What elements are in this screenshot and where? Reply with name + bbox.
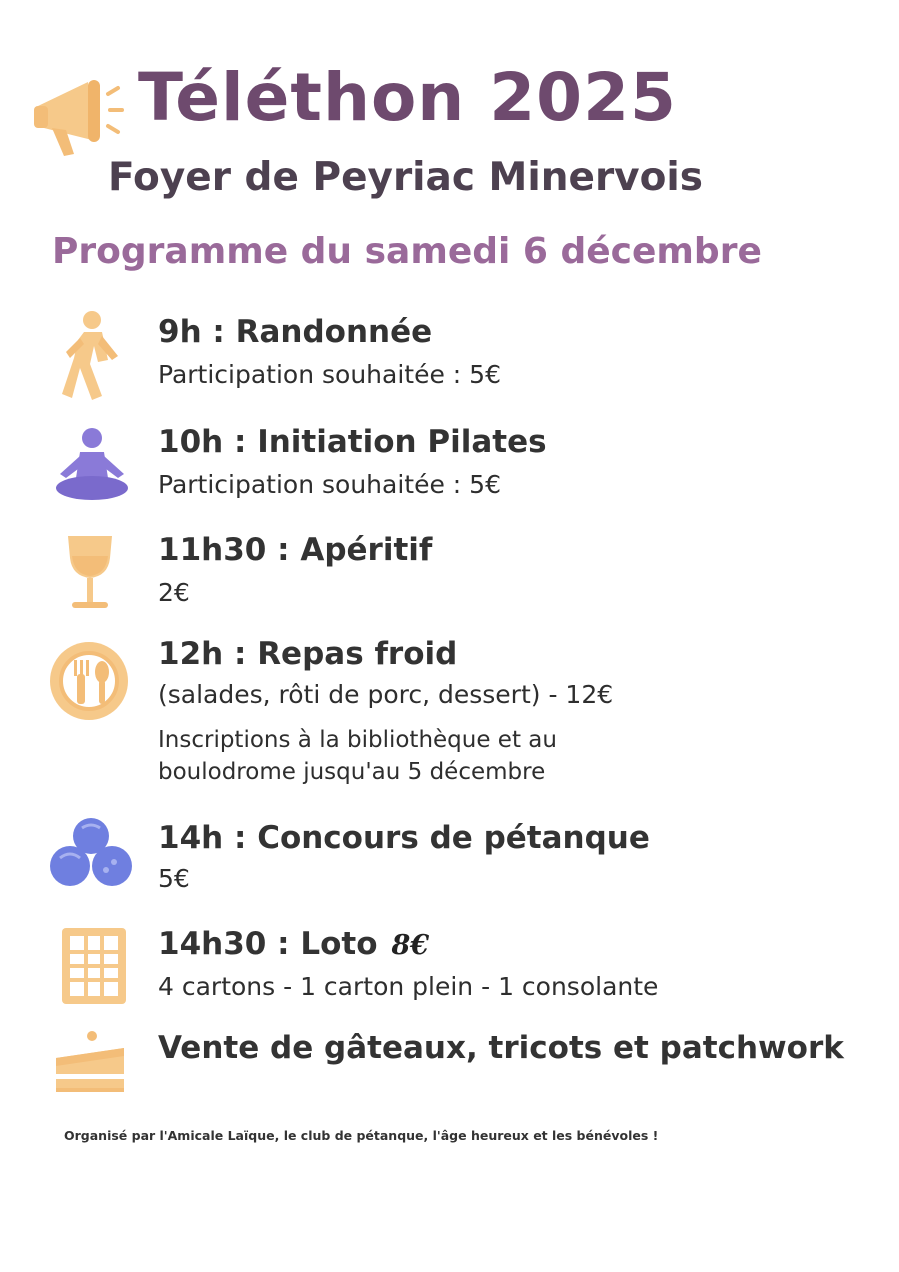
cake-slice-icon	[52, 1030, 128, 1094]
event-title: 12h : Repas froid	[158, 636, 458, 672]
event-detail: 4 cartons - 1 carton plein - 1 consolante	[158, 972, 659, 1001]
event-loto	[0, 922, 899, 1014]
plate-fork-spoon-icon	[48, 640, 130, 722]
handwritten-price: 8€	[391, 930, 430, 961]
event-title: 10h : Initiation Pilates	[158, 424, 547, 460]
event-title: 11h30 : Apéritif	[158, 532, 433, 568]
venue-subtitle: Foyer de Peyriac Minervois	[108, 155, 703, 200]
event-note: Inscriptions à la bibliothèque et au	[158, 727, 557, 753]
event-detail: Participation souhaitée : 5€	[158, 360, 501, 389]
event-detail: Participation souhaitée : 5€	[158, 470, 501, 499]
event-pilates	[0, 418, 899, 508]
walking-person-icon	[58, 310, 124, 402]
event-detail: 2€	[158, 578, 190, 607]
loto-title: 14h30 : Loto	[158, 926, 378, 962]
event-title	[158, 924, 429, 966]
event-title: 14h : Concours de pétanque	[158, 820, 650, 856]
event-vente	[0, 1026, 899, 1096]
megaphone-icon	[30, 68, 130, 160]
petanque-balls-icon	[48, 816, 134, 888]
event-detail: (salades, rôti de porc, dessert) - 12€	[158, 680, 614, 709]
programme-heading: Programme du samedi 6 décembre	[52, 231, 762, 272]
wine-glass-icon	[64, 532, 116, 612]
event-petanque	[0, 814, 899, 904]
event-randonnee	[0, 308, 899, 408]
meditation-icon	[52, 426, 132, 502]
event-aperitif	[0, 526, 899, 616]
event-title: Vente de gâteaux, tricots et patchwork	[158, 1030, 844, 1066]
page-title: Téléthon 2025	[138, 59, 677, 136]
event-title: 9h : Randonnée	[158, 314, 433, 350]
organizer-footer: Organisé par l'Amicale Laïque, le club de pétanque, l'âge heureux et les bénévoles !	[64, 1128, 659, 1143]
event-repas	[0, 632, 899, 796]
event-note: boulodrome jusqu'au 5 décembre	[158, 759, 546, 785]
event-detail: 5€	[158, 864, 190, 893]
loto-grid-icon	[60, 926, 128, 1006]
